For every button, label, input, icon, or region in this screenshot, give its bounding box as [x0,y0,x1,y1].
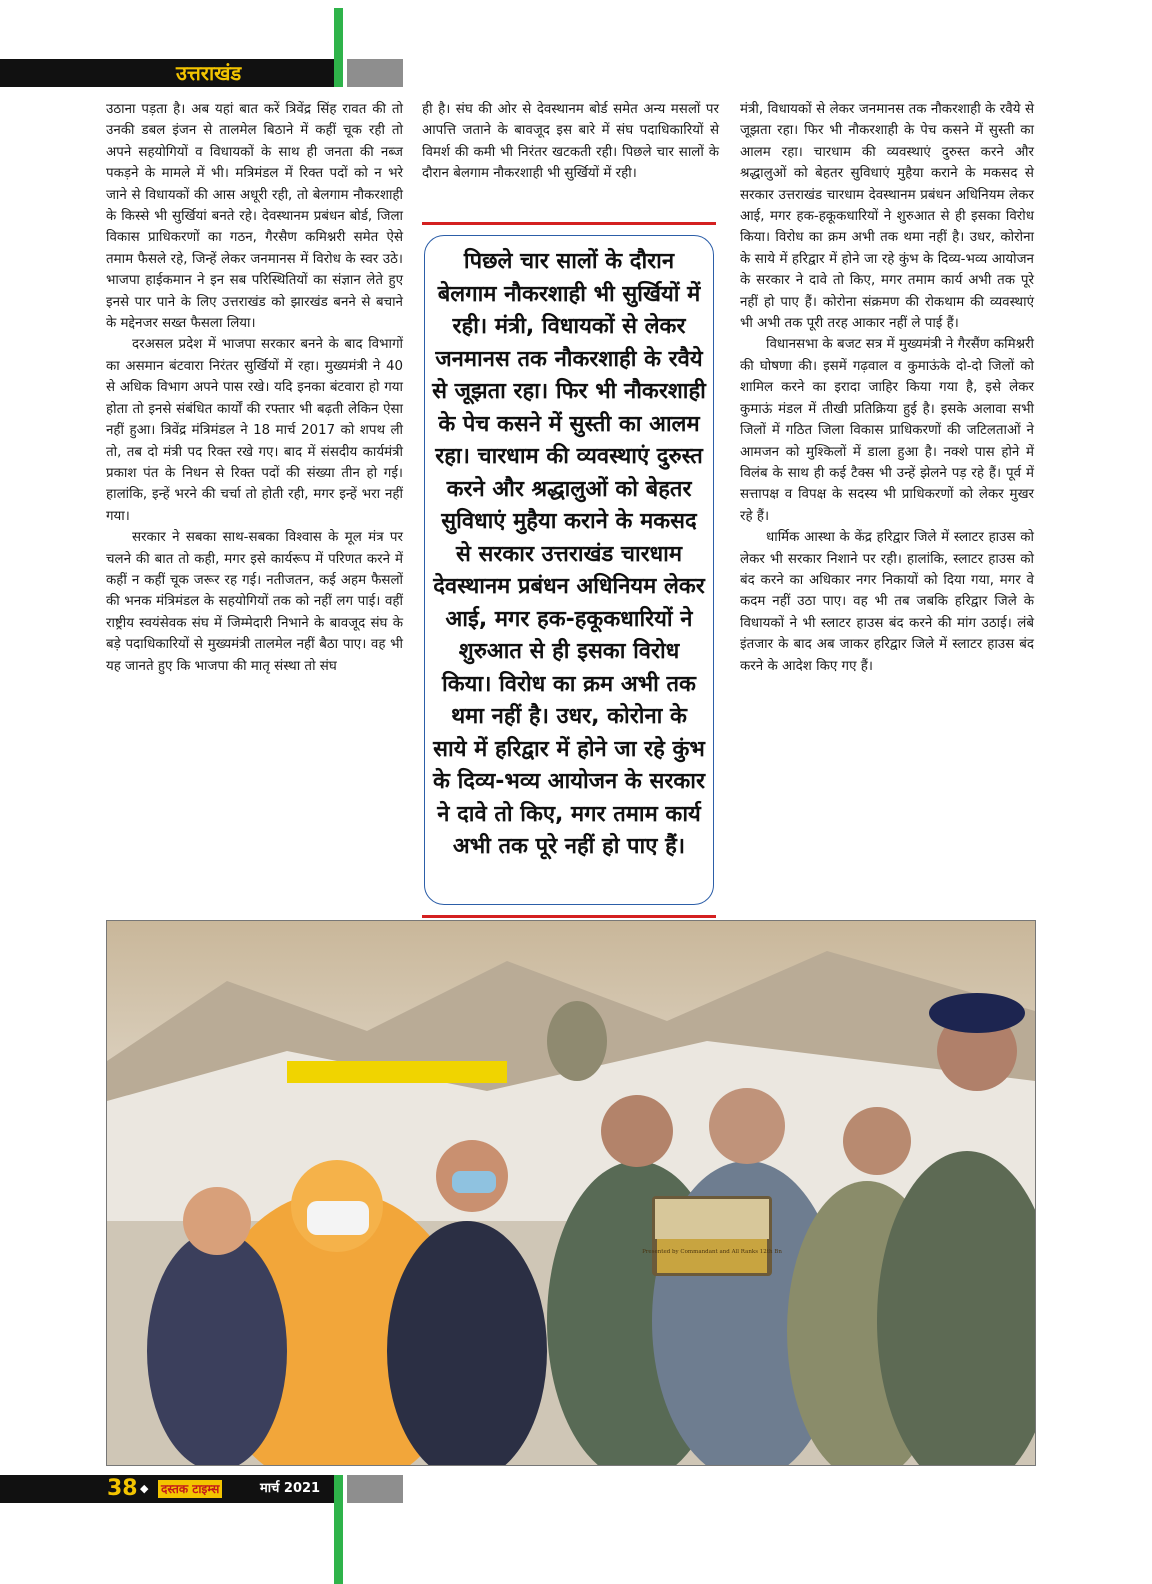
article-column-2 [422,99,719,185]
header-bar [0,59,334,87]
paragraph: दरअसल प्रदेश में भाजपा सरकार बनने के बाद विभागों का असमान बंटवारा निरंतर सुर्खियों में रहा। मुख्यमंत्री ने 40 से अधिक विभाग अपने पास रखे। यदि इनका बंटवारा हो गया होता तो इनसे संबंधित कार्यों की रफ्तार भी बढ़ती लेकिन ऐसा नहीं हुआ। त्रिवेंद्र मंत्रिमंडल ने 18 मार्च 2017 को शपथ ली तो, तब दो मंत्री पद रिक्त रखे गए। बाद में संसदीय कार्यमंत्री प्रकाश पंत के निधन से रिक्त पदों की संख्या तीन हो गई। हालांकि, इन्हें भरने की चर्चा तो होती रही, मगर इन्हें भरा नहीं गया। [106,337,403,524]
issue-date: मार्च 2021 [260,1481,321,1496]
paragraph: उठाना पड़ता है। अब यहां बात करें त्रिवेंद्र सिंह रावत की तो उनकी डबल इंजन से तालमेल बिठाने में कहीं चूक रही तो अपने सहयोगियों व विधायकों के साथ ही जनता की नब्ज पकड़ने के मामले में भी। मत्रिमंडल में रिक्त पदों को न भरे जाने से विधायकों की आस अधूरी रही, तो बेलगाम नौकरशाही के किस्से भी सुर्खियां बनते रहे। देवस्थानम प्रबंधन बोर्ड, जिला विकास प्राधिकरणों का गठन, गैरसैण कमिश्नरी समेत ऐसे तमाम फैसले रहे, जिन्हें लेकर जनमानस में विरोध के स्वर उठे। भाजपा हाईकमान ने इन सब परिस्थितियों का संज्ञान लेते हुए इनसे पार पाने के लिए उत्तराखंड को झारखंड बनने से बचाने के मद्देनजर सख्त फैसला लिया। [106,102,403,332]
news-photo [106,920,1036,1466]
page-number: 38 [107,1476,138,1501]
paragraph: मंत्री, विधायकों से लेकर जनमानस तक नौकरशाही के रवैये से जूझता रहा। फिर भी नौकरशाही के पेच कसने में सुस्ती का आलम रहा। चारधाम की व्यवस्थाएं दुरुस्त करने और श्रद्धालुओं को बेहतर सुविधाएं मुहैया कराने के मकसद से सरकार उत्तराखंड चारधाम देवस्थानम प्रबंधन अधिनियम लेकर आई, मगर हक-हकूकधारियों ने शुरुआत से ही इसका विरोध किया। विरोध का क्रम अभी तक थमा नहीं है। उधर, कोरोना के साये में हरिद्वार में होने जा रहे कुंभ के दिव्य-भव्य आयोजन के सरकार ने दावे तो किए, मगर तमाम कार्य अभी तक पूरे नहीं हो पाए हैं। कोरोना संक्रमण की रोकथाम की व्यवस्थाएं भी अभी तक पूरी तरह आकार नहीं ले पाई हैं। [740,102,1034,332]
pull-quote-text: पिछले चार सालों के दौरान बेलगाम नौकरशाही भी सुर्खियों में रही। मंत्री, विधायकों से लेकर जनमानस तक नौकरशाही के रवैये से जूझता रहा। फिर भी नौकरशाही के पेच कसने में सुस्ती का आलम रहा। चारधाम की व्यवस्थाएं दुरुस्त करने और श्रद्धालुओं को बेहतर सुविधाएं मुहैया कराने के मकसद से सरकार उत्तराखंड चारधाम देवस्थानम प्रबंधन अधिनियम लेकर आई, मगर हक-हकूकधारियों ने शुरुआत से ही इसका विरोध किया। विरोध का क्रम अभी तक थमा नहीं है। उधर, कोरोना के साये में हरिद्वार में होने जा रहे कुंभ के दिव्य-भव्य आयोजन के सरकार ने दावे तो किए, मगर तमाम कार्य अभी तक पूरे नहीं हो पाए हैं। [424,235,714,905]
paragraph: सरकार ने सबका साथ-सबका विश्वास के मूल मंत्र पर चलने की बात तो कही, मगर इसे कार्यरूप में परिणत करने में कहीं न कहीं चूक जरूर रह गई। नतीजतन, कई अहम फैसलों की भनक मंत्रिमंडल के सहयोगियों तक को नहीं लग पाई। वहीं राष्ट्रीय स्वयंसेवक संघ में जिम्मेदारी निभाने के बावजूद संघ के बड़े पदाधिकारियों से मुख्यमंत्री तालमेल नहीं बैठा पाए। वह भी यह जानते हुए कि भाजपा की मातृ संस्था तो संघ [106,530,403,674]
paragraph: ही है। संघ की ओर से देवस्थानम बोर्ड समेत अन्य मसलों पर आपत्ति जताने के बावजूद इस बारे में संघ पदाधिकारियों से विमर्श की कमी भी निरंतर खटकती रही। पिछले चार सालों के दौरान बेलगाम नौकरशाही भी सुर्खियों में रही। [422,102,719,182]
article-column-3 [740,99,1034,677]
header-grey-block [347,59,403,87]
footer-accent-bar [334,1475,343,1584]
paragraph: धार्मिक आस्था के केंद्र हरिद्वार जिले में स्लाटर हाउस को लेकर भी सरकार निशाने पर रही। हालांकि, स्लाटर हाउस को बंद करने का अधिकार नगर निकायों को दिया गया, मगर वे कदम नहीं उठा पाए। वह भी तब जबकि हरिद्वार जिले के विधायकों ने भी स्लाटर हाउस बंद करने की मांग उठाई। लंबे इंतजार के बाद अब जाकर हरिद्वार जिले में स्लाटर हाउस बंद करने के आदेश किए गए हैं। [740,530,1034,674]
photo-illustration [107,921,1035,1465]
section-title: उत्तराखंड [176,61,242,85]
footer-separator: ◆ [140,1482,149,1495]
paragraph: विधानसभा के बजट सत्र में मुख्यमंत्री ने गैरसैंण कमिश्नरी की घोषणा की। इसमें गढ़वाल व कुमाऊंके दो-दो जिलों को शामिल करने का इरादा जाहिर किया गया है, इसे लेकर कुमाऊं मंडल में तीखी प्रतिक्रिया हुई है। इसके अलावा सभी जिलों में गठित जिला विकास प्राधिकरणों की जटिलताओं ने आमजन को मुश्किलों में डाला हुआ है। नक्शे पास होने में विलंब के साथ ही कई टैक्स भी उन्हें झेलने पड़ रहे हैं। पूर्व में सत्तापक्ष व विपक्ष के सदस्य भी प्राधिकरणों को लेकर मुखर रहे हैं। [740,337,1034,524]
plaque-label: Presented by Commandant and All Ranks 12th Bn [642,1249,782,1255]
footer-grey-block [347,1475,403,1503]
header-accent-bar [334,8,343,87]
magazine-logo: दस्तक टाइम्स [158,1480,222,1498]
pull-quote [422,222,716,918]
article-column-1 [106,99,403,677]
